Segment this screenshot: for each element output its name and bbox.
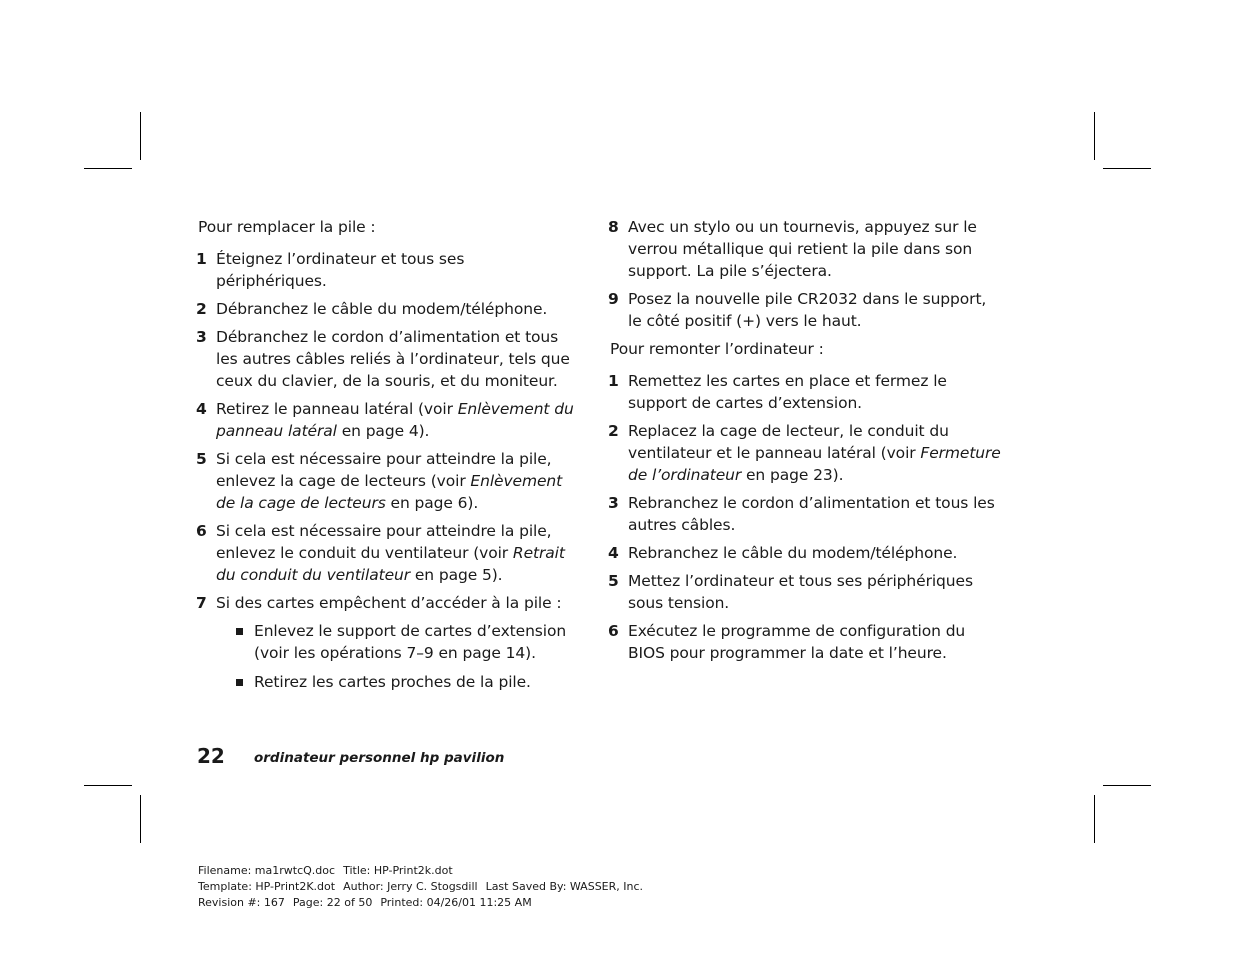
file-info-line xyxy=(198,863,651,879)
step-text: Si cela est nécessaire pour atteindre la pile, enlevez la cage de lecteurs (voir Enlèvement de la cage de lecteurs en page 6). xyxy=(216,450,563,512)
step-text: Replacez la cage de lecteur, le conduit du ventilateur et le panneau latéral (voir Fermeture de l’ordinateur en page 23). xyxy=(628,422,1001,484)
step-item xyxy=(608,216,1003,282)
step-number: 2 xyxy=(196,300,207,318)
step-number: 3 xyxy=(196,328,207,346)
square-bullet-icon xyxy=(236,628,243,635)
step-item xyxy=(608,420,1003,486)
step-number: 6 xyxy=(608,622,619,640)
reassemble-intro: Pour remonter l’ordinateur : xyxy=(610,340,824,358)
file-info-block xyxy=(198,863,651,911)
step-text: Rebranchez le câble du modem/téléphone. xyxy=(628,544,958,562)
page-number: 22 xyxy=(197,744,225,768)
step-text: Rebranchez le cordon d’alimentation et tous les autres câbles. xyxy=(628,494,995,534)
step-item xyxy=(608,620,1003,664)
step-item xyxy=(196,326,576,392)
cross-reference: Enlèvement de la cage de lecteurs xyxy=(216,472,563,512)
filename: Filename: ma1rwtcQ.doc xyxy=(198,864,336,877)
last-saved: Last Saved By: WASSER, Inc. xyxy=(485,880,644,893)
step-item xyxy=(196,248,576,292)
step-text: Mettez l’ordinateur et tous ses périphériques sous tension. xyxy=(628,572,973,612)
step-text: Si des cartes empêchent d’accéder à la pile : xyxy=(216,594,562,612)
step-item xyxy=(196,298,576,320)
doc-title: Title: HP-Print2k.dot xyxy=(343,864,453,877)
crop-mark-bottom-left-vertical xyxy=(140,795,141,843)
step-number: 8 xyxy=(608,218,619,236)
crop-mark-top-left-vertical xyxy=(140,112,141,160)
step-item xyxy=(608,370,1003,414)
step-item xyxy=(196,592,576,693)
step-text: Remettez les cartes en place et fermez le support de cartes d’extension. xyxy=(628,372,947,412)
step-item xyxy=(196,448,576,514)
crop-mark-top-right-vertical xyxy=(1094,112,1095,160)
crop-mark-top-right-horizontal xyxy=(1103,168,1151,169)
step-text: Éteignez l’ordinateur et tous ses périphériques. xyxy=(216,250,465,290)
step-number: 6 xyxy=(196,522,207,540)
step-number: 4 xyxy=(196,400,207,418)
crop-mark-bottom-right-horizontal xyxy=(1103,785,1151,786)
printed-date: Printed: 04/26/01 11:25 AM xyxy=(380,896,532,909)
replace-steps-list xyxy=(196,248,576,693)
file-info-line xyxy=(198,879,651,895)
step-item xyxy=(608,492,1003,536)
replace-battery-intro: Pour remplacer la pile : xyxy=(198,218,376,236)
step-text: Retirez le panneau latéral (voir Enlèvement du panneau latéral en page 4). xyxy=(216,400,574,440)
left-column xyxy=(196,216,576,700)
step-number: 7 xyxy=(196,594,207,612)
crop-mark-top-left-horizontal xyxy=(84,168,132,169)
replace-steps-continued-list xyxy=(608,216,1003,332)
step-text: Avec un stylo ou un tournevis, appuyez sur le verrou métallique qui retient la pile dans son support. La pile s’éjectera. xyxy=(628,218,977,280)
step-number: 5 xyxy=(196,450,207,468)
step-number: 4 xyxy=(608,544,619,562)
step-item xyxy=(196,520,576,586)
step-number: 1 xyxy=(608,372,619,390)
step-item xyxy=(608,288,1003,332)
square-bullet-icon xyxy=(236,679,243,686)
running-title: ordinateur personnel hp pavilion xyxy=(254,750,505,766)
bullet-text: Retirez les cartes proches de la pile. xyxy=(254,673,531,691)
template: Template: HP-Print2K.dot xyxy=(198,880,336,893)
bullet-item xyxy=(216,620,576,664)
step-item xyxy=(608,542,1003,564)
step-number: 1 xyxy=(196,250,207,268)
revision: Revision #: 167 xyxy=(198,896,285,909)
step-number: 9 xyxy=(608,290,619,308)
step-number: 5 xyxy=(608,572,619,590)
page-info: Page: 22 of 50 xyxy=(292,896,373,909)
bullet-text: Enlevez le support de cartes d’extension (voir les opérations 7–9 en page 14). xyxy=(254,622,567,662)
reassemble-steps-list xyxy=(608,370,1003,664)
step-text: Si cela est nécessaire pour atteindre la pile, enlevez le conduit du ventilateur (voir Retrait du conduit du ventilateur en page 5). xyxy=(216,522,565,584)
cross-reference: Retrait du conduit du ventilateur xyxy=(216,544,565,584)
step-text: Débranchez le cordon d’alimentation et tous les autres câbles reliés à l’ordinateur, tels que ceux du clavier, de la souris, et du moniteur. xyxy=(216,328,570,390)
cross-reference: Fermeture de l’ordinateur xyxy=(628,444,1001,484)
bullet-item xyxy=(216,671,576,693)
step-text: Posez la nouvelle pile CR2032 dans le support, le côté positif (+) vers le haut. xyxy=(628,290,987,330)
step-number: 2 xyxy=(608,422,619,440)
cross-reference: Enlèvement du panneau latéral xyxy=(216,400,574,440)
step-text: Débranchez le câble du modem/téléphone. xyxy=(216,300,548,318)
crop-mark-bottom-left-horizontal xyxy=(84,785,132,786)
step-number: 3 xyxy=(608,494,619,512)
step-text: Exécutez le programme de configuration du BIOS pour programmer la date et l’heure. xyxy=(628,622,966,662)
step-item xyxy=(608,570,1003,614)
step-item xyxy=(196,398,576,442)
right-column xyxy=(608,216,1003,670)
author: Author: Jerry C. Stogsdill xyxy=(343,880,478,893)
sub-bullet-list xyxy=(216,620,576,693)
file-info-line xyxy=(198,895,651,911)
crop-mark-bottom-right-vertical xyxy=(1094,795,1095,843)
